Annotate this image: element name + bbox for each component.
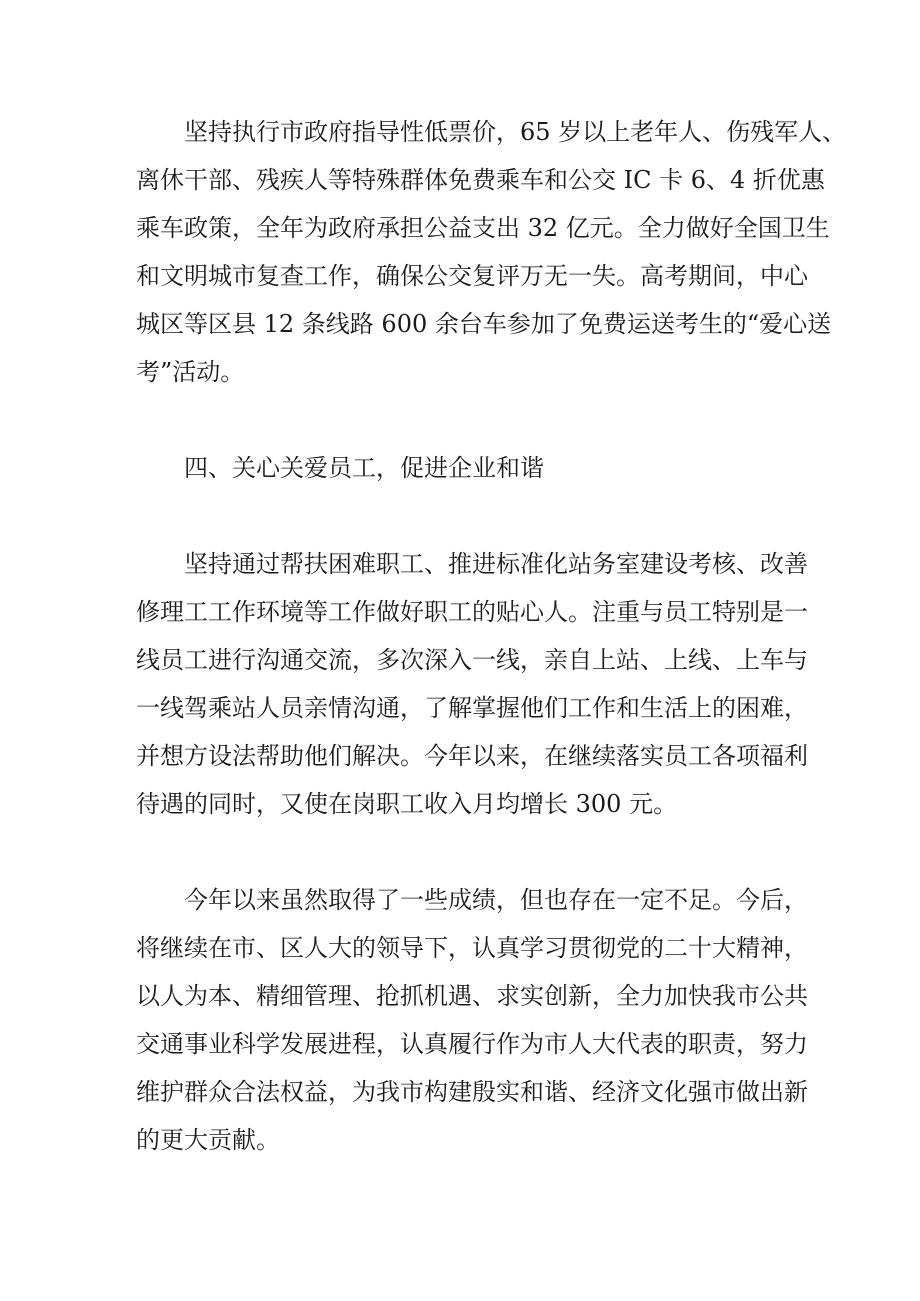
paragraph-line: 考”活动。 (136, 358, 245, 386)
paragraph-line: 的更大贡献。 (136, 1126, 280, 1154)
paragraph-line: 将继续在市、区人大的领导下，认真学习贯彻党的二十大精神， (136, 934, 808, 962)
paragraph-conclusion (136, 876, 808, 1164)
paragraph-line: 坚持通过帮扶困难职工、推进标准化站务室建设考核、改善 (184, 550, 808, 578)
paragraph-line: 并想方设法帮助他们解决。今年以来，在继续落实员工各项福利 (136, 742, 808, 770)
paragraph-fare-policy (136, 108, 847, 396)
paragraph-line: 和文明城市复查工作，确保公交复评万无一失。高考期间，中心 (136, 262, 808, 290)
paragraph-line: 以人为本、精细管理、抢抓机遇、求实创新，全力加快我市公共 (136, 982, 808, 1010)
paragraph-line: 今年以来虽然取得了一些成绩，但也存在一定不足。今后， (184, 886, 808, 914)
paragraph-line: 乘车政策，全年为政府承担公益支出 32 亿元。全力做好全国卫生 (136, 214, 830, 242)
paragraph-line: 线员工进行沟通交流，多次深入一线，亲自上站、上线、上车与 (136, 646, 808, 674)
paragraph-line: 交通事业科学发展进程，认真履行作为市人大代表的职责，努力 (136, 1030, 808, 1058)
paragraph-line: 修理工工作环境等工作做好职工的贴心人。注重与员工特别是一 (136, 598, 808, 626)
paragraph-line: 城区等区县 12 条线路 600 余台车参加了免费运送考生的“爱心送 (136, 310, 832, 338)
paragraph-line: 维护群众合法权益，为我市构建殷实和谐、经济文化强市做出新 (136, 1078, 808, 1106)
paragraph-line: 离休干部、残疾人等特殊群体免费乘车和公交 IC 卡 6、4 折优惠 (136, 166, 825, 194)
paragraph-line: 待遇的同时，又使在岗职工收入月均增长 300 元。 (136, 790, 678, 818)
section-heading (136, 444, 800, 492)
paragraph-line: 坚持执行市政府指导性低票价，65 岁以上老年人、伤残军人、 (184, 118, 847, 146)
paragraph-line: 一线驾乘站人员亲情沟通，了解掌握他们工作和生活上的困难， (136, 694, 808, 722)
section-heading-text: 四、关心关爱员工，促进企业和谐 (184, 454, 544, 482)
paragraph-employee-care (136, 540, 808, 828)
